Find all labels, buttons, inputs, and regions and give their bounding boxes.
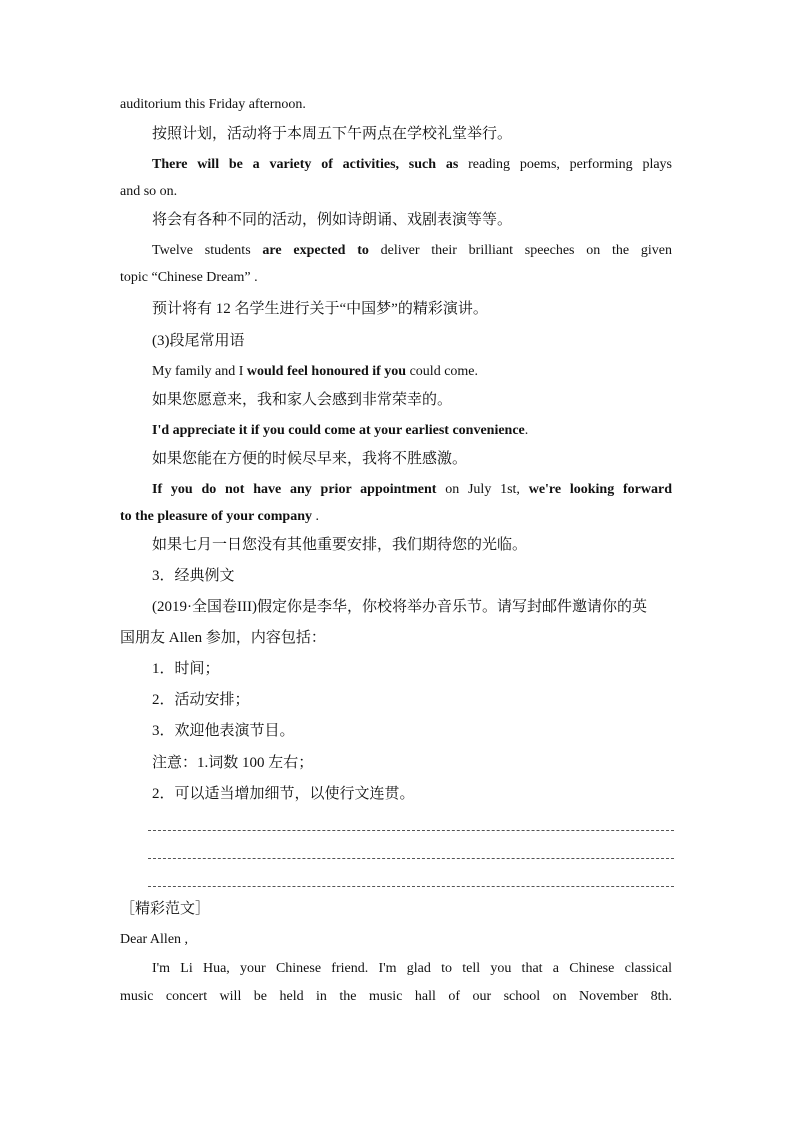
line-text: 2．活动安排； — [152, 692, 250, 708]
list-item — [152, 659, 672, 679]
answer-line — [148, 858, 674, 859]
line-text: 如果七月一日您没有其他重要安排，我们期待您的光临。 — [152, 537, 528, 553]
text-line — [120, 628, 672, 648]
letter-body-line — [120, 987, 672, 1007]
line-text: ［精彩范文］ — [120, 901, 211, 917]
letter-body-line — [152, 959, 672, 979]
text-line — [152, 421, 672, 441]
text-line — [152, 535, 672, 555]
text-line — [120, 182, 672, 202]
answer-line — [148, 886, 674, 887]
text-line — [152, 155, 672, 175]
line-text: reading poems, performing plays — [468, 157, 673, 172]
text-line — [152, 449, 672, 469]
list-item — [152, 690, 672, 710]
line-text: and so on. — [120, 184, 178, 199]
line-text: deliver their brilliant speeches on the given — [368, 243, 672, 258]
line-text: 按照计划，活动将于本周五下午两点在学校礼堂举行。 — [152, 126, 513, 142]
text-line — [120, 507, 672, 527]
bold-phrase: I'd appreciate it if you could come at your earliest convenience — [152, 423, 525, 438]
line-text: (3)段尾常用语 — [152, 333, 245, 349]
text-line — [152, 241, 672, 261]
line-text: topic “Chinese Dream” . — [120, 270, 258, 285]
line-text: 预计将有 12 名学生进行关于“中国梦”的精彩演讲。 — [152, 301, 488, 317]
text-line — [152, 480, 672, 500]
line-text: (2019·全国卷III)假定你是李华，你校将举办音乐节。请写封邮件邀请你的英 — [152, 599, 647, 615]
bold-phrase: we're looking forward — [528, 482, 672, 497]
text-line — [152, 299, 672, 319]
letter-salutation — [120, 930, 672, 950]
section-heading — [152, 331, 672, 351]
line-text: 1．时间； — [152, 661, 220, 677]
list-item — [152, 721, 672, 741]
line-text: . — [311, 509, 319, 524]
bold-phrase: would feel honoured if you — [246, 364, 407, 379]
text-line — [152, 390, 672, 410]
section-heading — [120, 899, 672, 919]
line-text: 2．可以适当增加细节，以使行文连贯。 — [152, 786, 415, 802]
text-line — [152, 210, 672, 230]
text-line — [152, 753, 672, 773]
line-text: 国朋友 Allen 参加，内容包括： — [120, 630, 326, 646]
line-text: auditorium this Friday afternoon. — [120, 97, 306, 112]
line-text: I'm Li Hua, your Chinese friend. I'm glad to tell you that a Chinese classical — [152, 961, 672, 976]
line-text: on July 1st, — [445, 482, 529, 497]
line-text: 3．欢迎他表演节目。 — [152, 723, 295, 739]
answer-line — [148, 830, 674, 831]
line-text: 如果您能在方便的时候尽早来，我将不胜感激。 — [152, 451, 468, 467]
line-text: 如果您愿意来，我和家人会感到非常荣幸的。 — [152, 392, 453, 408]
line-text: Twelve students — [152, 243, 263, 258]
text-line — [152, 784, 672, 804]
line-text: music concert will be held in the music hall of our school on November 8th. — [120, 989, 672, 1004]
text-line — [152, 362, 672, 382]
line-text: could come. — [406, 364, 479, 379]
text-line — [120, 268, 672, 288]
bold-phrase: are expected to — [262, 243, 369, 258]
line-text: 3．经典例文 — [152, 568, 235, 584]
line-text: My family and I — [152, 364, 247, 379]
text-line — [152, 597, 672, 617]
line-text: . — [524, 423, 529, 438]
line-text: 注意：1.词数 100 左右； — [152, 755, 314, 771]
line-text: Dear Allen , — [120, 932, 189, 947]
bold-phrase: There will be a variety of activities, such as — [152, 157, 469, 172]
text-line — [152, 124, 672, 144]
bold-phrase: to the pleasure of your company — [120, 509, 312, 524]
section-heading — [152, 566, 672, 586]
bold-phrase: If you do not have any prior appointment — [152, 482, 446, 497]
text-line — [120, 95, 672, 115]
line-text: 将会有各种不同的活动，例如诗朗诵、戏剧表演等等。 — [152, 212, 513, 228]
